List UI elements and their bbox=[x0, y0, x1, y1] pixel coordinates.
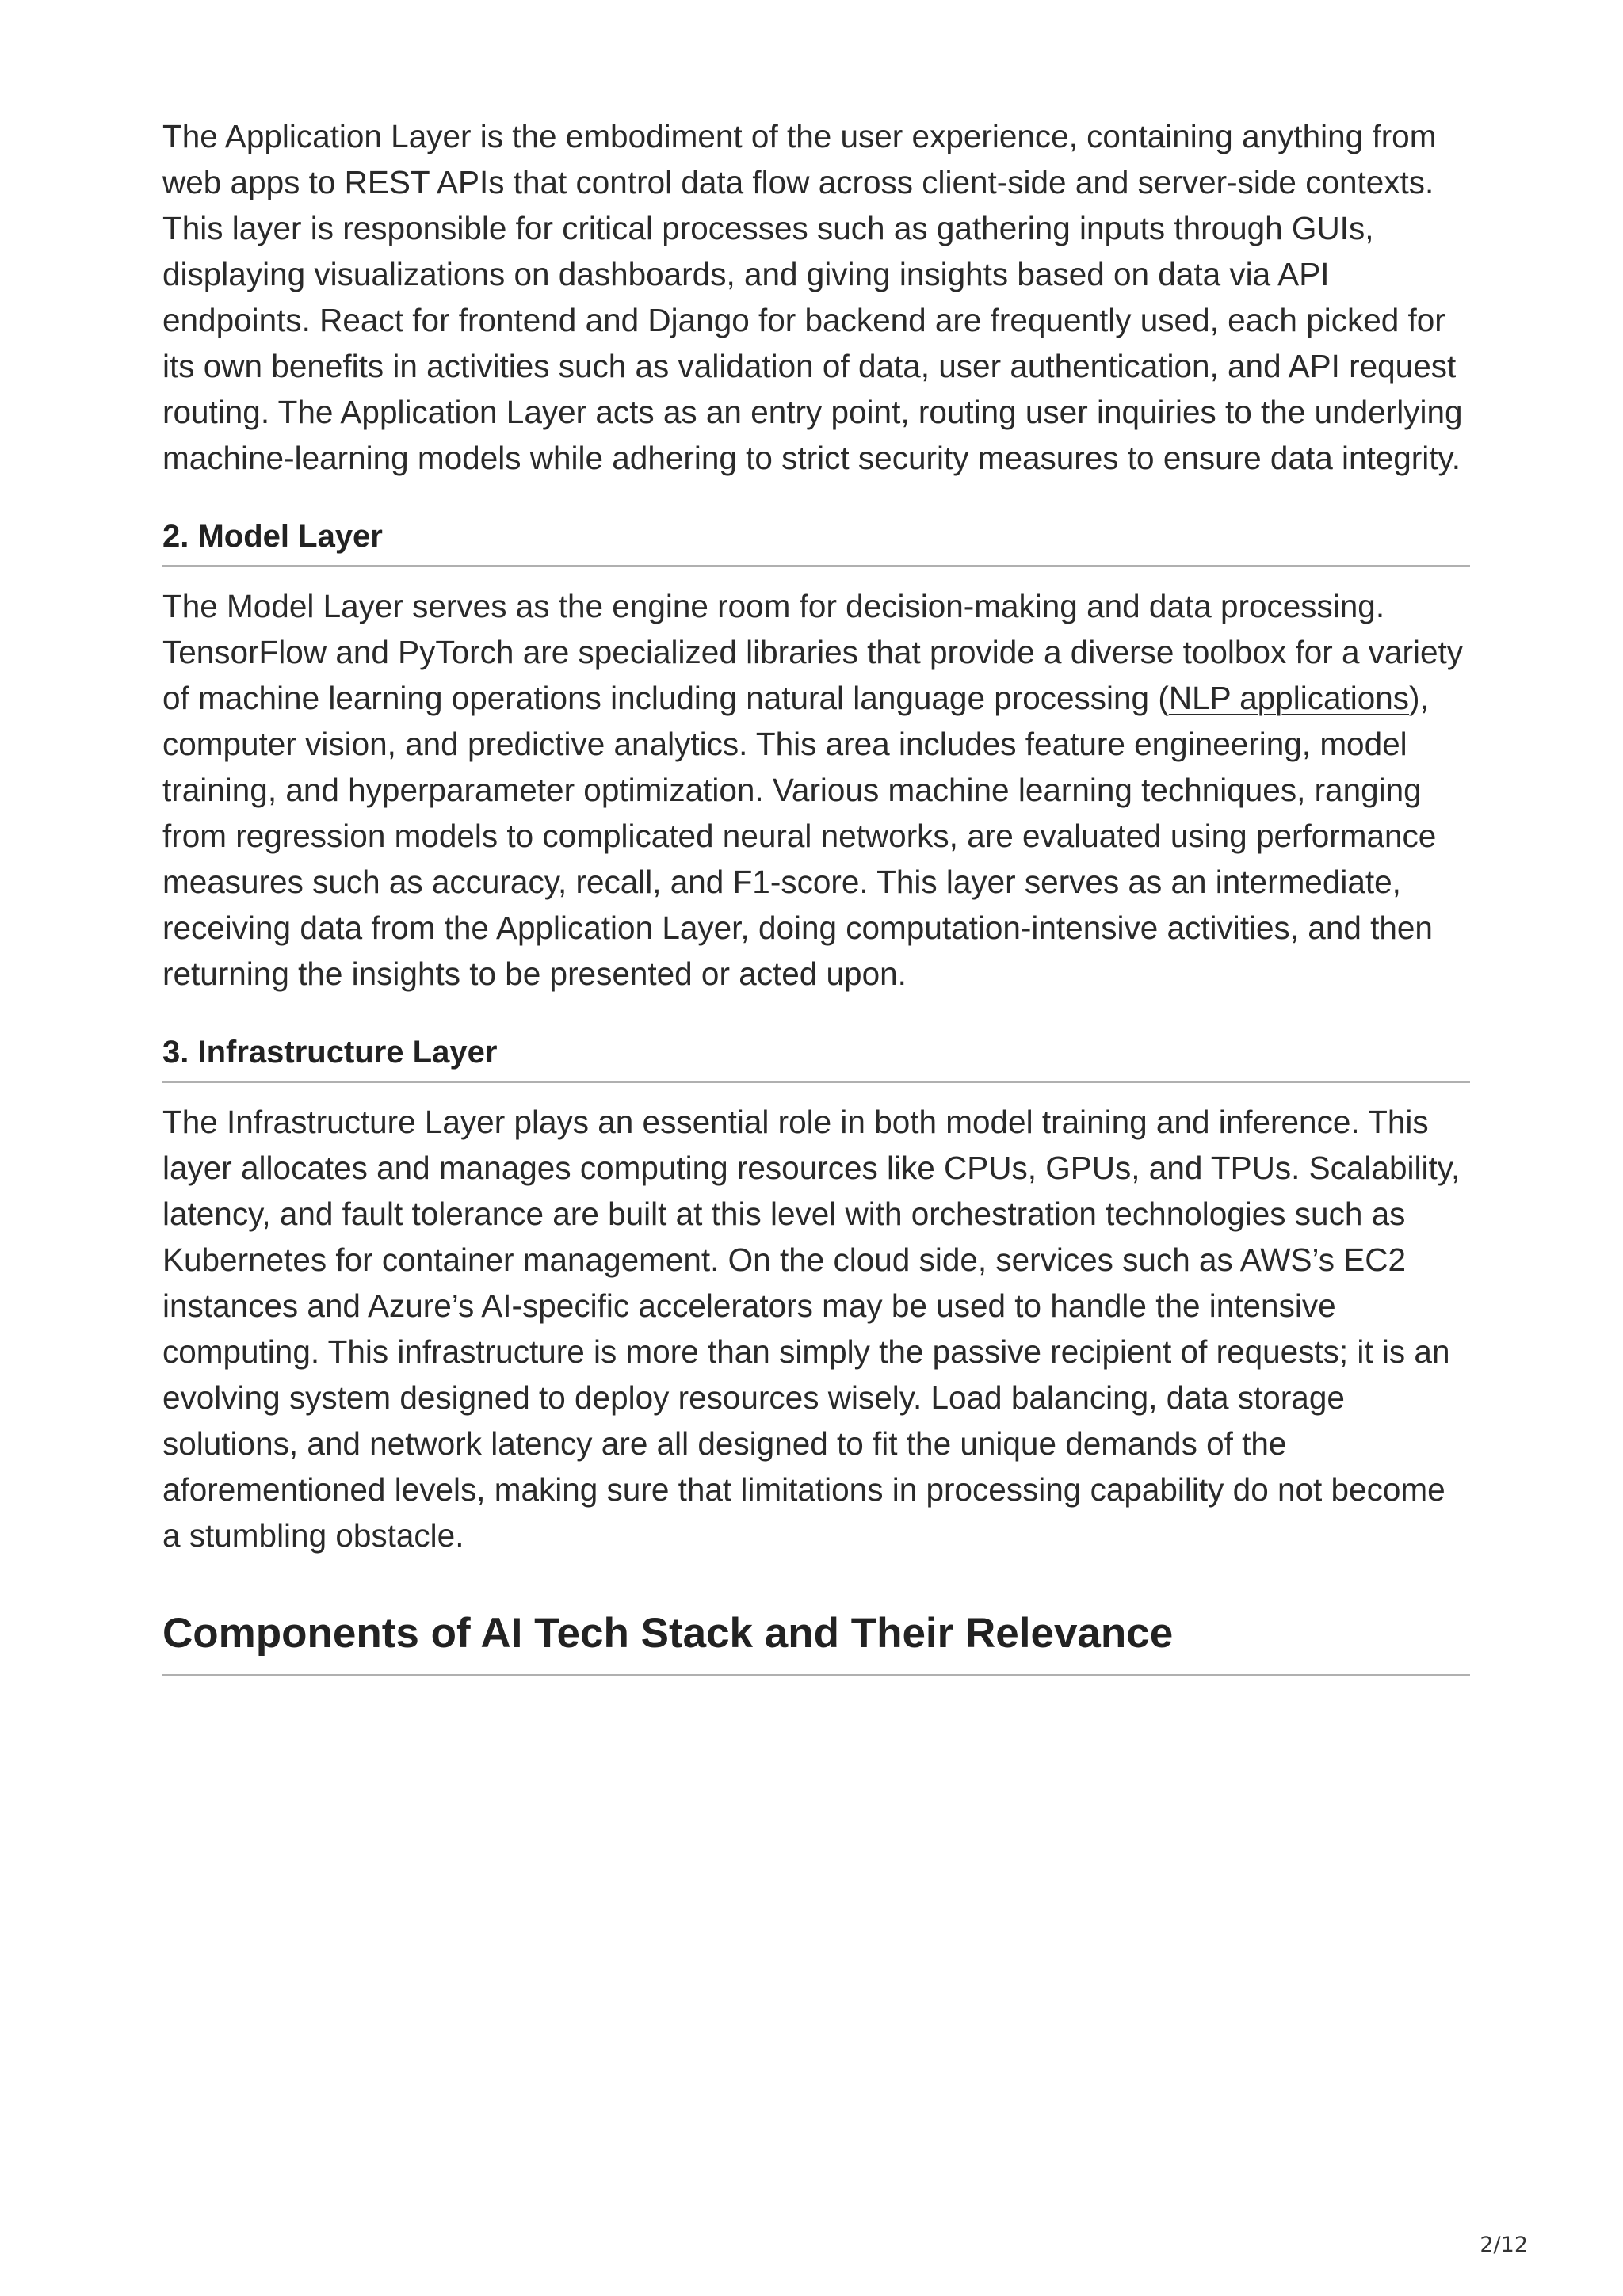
infrastructure-layer-heading: 3. Infrastructure Layer bbox=[162, 1032, 1470, 1083]
article-content bbox=[162, 113, 1470, 1676]
infrastructure-layer-paragraph: The Infrastructure Layer plays an essential role in both model training and inference. This layer allocates and manages computing resources like CPUs, GPUs, and TPUs. Scalability, latency, and fault tolerance are built at this level with orchestration technologies such as Kubernetes for container management. On the cloud side, services such as AWS’s EC2 instances and Azure’s AI-specific accelerators may be used to handle the intensive computing. This infrastructure is more than simply the passive recipient of requests; it is an evolving system designed to deploy resources wisely. Load balancing, data storage solutions, and network latency are all designed to fit the unique demands of the aforementioned levels, making sure that limitations in processing capability do not become a stumbling obstacle. bbox=[162, 1104, 1461, 1554]
model-layer-text-after-link: ), computer vision, and predictive analytics. This area includes feature engineering, model training, and hyperparameter optimization. Various machine learning techniques, ranging from regression models to complicated neural networks, are evaluated using performance measures such as accuracy, recall, and F1-score. This layer serves as an intermediate, receiving data from the Application Layer, doing computation-intensive activities, and then returning the insights to be presented or acted upon. bbox=[162, 680, 1437, 992]
nlp-applications-link[interactable]: NLP applications bbox=[1168, 680, 1410, 716]
page-number: 2/12 bbox=[1480, 2233, 1528, 2257]
model-layer-text-before-link: The Model Layer serves as the engine room for decision-making and data processing. TensorFlow and PyTorch are specialized libraries that provide a diverse toolbox for a variety of machine learning operations including natural language processing ( bbox=[162, 588, 1464, 716]
application-layer-paragraph: The Application Layer is the embodiment of the user experience, containing anything from web apps to REST APIs that control data flow across client-side and server-side contexts. This layer is responsible for critical processes such as gathering inputs through GUIs, displaying visualizations on dashboards, and giving insights based on data via API endpoints. React for frontend and Django for backend are frequently used, each picked for its own benefits in activities such as validation of data, user authentication, and API request routing. The Application Layer acts as an entry point, routing user inquiries to the underlying machine-learning models while adhering to strict security measures to ensure data integrity. bbox=[162, 118, 1463, 476]
model-layer-heading: 2. Model Layer bbox=[162, 516, 1470, 567]
model-layer-paragraph bbox=[162, 583, 1470, 997]
components-section-heading: Components of AI Tech Stack and Their Relevance bbox=[162, 1606, 1470, 1676]
